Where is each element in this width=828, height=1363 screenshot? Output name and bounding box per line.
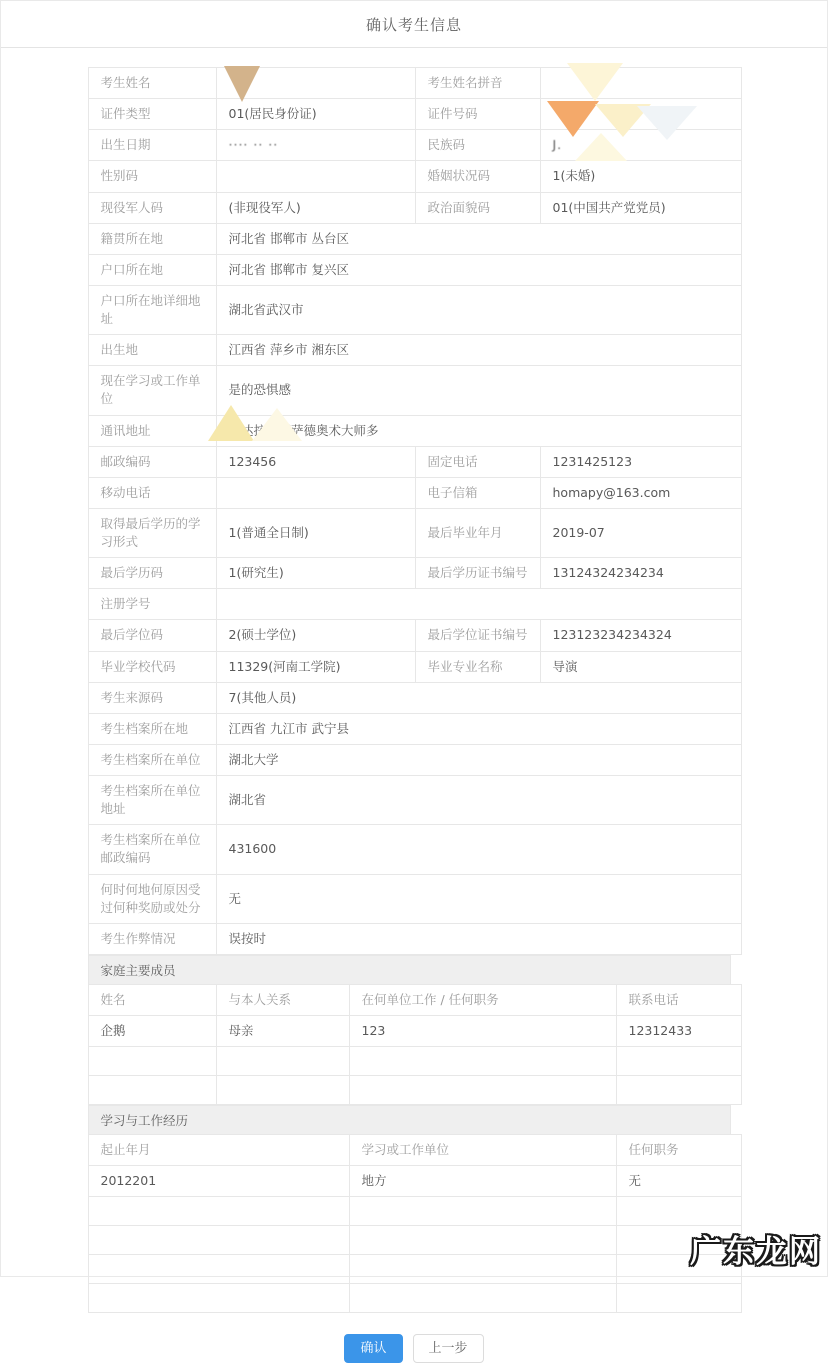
field-value — [216, 589, 741, 620]
field-label: 证件号码 — [415, 99, 540, 130]
column-header: 在何单位工作 / 任何职务 — [349, 984, 616, 1015]
field-label: 注册学号 — [88, 589, 216, 620]
experience-row-header-row — [88, 1135, 741, 1166]
column-header: 任何职务 — [616, 1135, 741, 1166]
experience-row — [88, 1284, 741, 1313]
field-label: 考生档案所在单位 — [88, 744, 216, 775]
field-label: 最后学位证书编号 — [415, 620, 540, 651]
field-label: 取得最后学历的学习形式 — [88, 508, 216, 557]
family-member-row-cell — [349, 1047, 616, 1076]
info-row — [88, 558, 741, 589]
family-member-row-cell — [216, 1047, 349, 1076]
info-row — [88, 874, 741, 923]
field-label: 出生地 — [88, 335, 216, 366]
field-value: 1(普通全日制) — [216, 508, 415, 557]
family-member-row-cell: 母亲 — [216, 1016, 349, 1047]
field-value: (非现役军人) — [216, 192, 415, 223]
info-row — [88, 589, 741, 620]
candidate-info-form — [88, 67, 741, 1313]
experience-row-cell — [349, 1226, 616, 1255]
info-row — [88, 254, 741, 285]
info-row — [88, 682, 741, 713]
info-row — [88, 161, 741, 192]
family-member-row-cell — [216, 1076, 349, 1105]
field-value: 阿达按时阿萨德奥术大师多 — [216, 415, 741, 446]
experience-row — [88, 1226, 741, 1255]
experience-row-cell — [88, 1226, 349, 1255]
experience-row-cell: 2012201 — [88, 1166, 349, 1197]
family-member-row — [88, 1047, 741, 1076]
info-row — [88, 68, 741, 99]
column-header: 联系电话 — [616, 984, 741, 1015]
field-value: 无 — [216, 874, 741, 923]
field-label: 户口所在地详细地址 — [88, 285, 216, 334]
family-member-row — [88, 1016, 741, 1047]
title-bar — [1, 1, 827, 48]
info-row — [88, 415, 741, 446]
site-watermark: 广东龙网 — [690, 1234, 822, 1270]
field-value: ···· ·· ·· — [216, 130, 415, 161]
column-header: 学习或工作单位 — [349, 1135, 616, 1166]
field-value: 13124324234234 — [540, 558, 741, 589]
field-label: 政治面貌码 — [415, 192, 540, 223]
field-value: 是的恐惧感 — [216, 366, 741, 415]
field-value: 河北省 邯郸市 复兴区 — [216, 254, 741, 285]
field-label: 现役军人码 — [88, 192, 216, 223]
experience-row-cell — [88, 1255, 349, 1284]
field-label: 考生档案所在单位邮政编码 — [88, 825, 216, 874]
field-value: 1(研究生) — [216, 558, 415, 589]
field-label: 毕业专业名称 — [415, 651, 540, 682]
field-label: 何时何地何原因受过何种奖励或处分 — [88, 874, 216, 923]
field-label: 考生作弊情况 — [88, 923, 216, 954]
family-member-row-cell — [616, 1076, 741, 1105]
field-value: 431600 — [216, 825, 741, 874]
field-value: 123123234234324 — [540, 620, 741, 651]
field-label: 证件类型 — [88, 99, 216, 130]
experience-row-cell — [349, 1255, 616, 1284]
field-value: 01(中国共产党党员) — [540, 192, 741, 223]
column-header: 与本人关系 — [216, 984, 349, 1015]
field-value: 河北省 邯郸市 丛台区 — [216, 223, 741, 254]
field-value: homapy@163.com — [540, 477, 741, 508]
field-label: 通讯地址 — [88, 415, 216, 446]
experience-row-cell: 地方 — [349, 1166, 616, 1197]
field-value: 1(未婚) — [540, 161, 741, 192]
info-row — [88, 825, 741, 874]
field-label: 民族码 — [415, 130, 540, 161]
field-label: 考生档案所在单位地址 — [88, 776, 216, 825]
family-member-row-cell — [349, 1076, 616, 1105]
family-member-row-cell: 12312433 — [616, 1016, 741, 1047]
field-label: 移动电话 — [88, 477, 216, 508]
info-row — [88, 713, 741, 744]
footer-actions — [88, 1334, 741, 1363]
family-member-row-cell: 123 — [349, 1016, 616, 1047]
info-row — [88, 130, 741, 161]
field-label: 最后学历证书编号 — [415, 558, 540, 589]
field-label: 现在学习或工作单位 — [88, 366, 216, 415]
field-value: 湖北大学 — [216, 744, 741, 775]
field-value — [216, 161, 415, 192]
info-row — [88, 923, 741, 954]
field-value: 误按时 — [216, 923, 741, 954]
info-row — [88, 223, 741, 254]
field-label: 固定电话 — [415, 446, 540, 477]
family-member-row-cell — [616, 1047, 741, 1076]
info-row — [88, 192, 741, 223]
family-section-header: 家庭主要成员 — [88, 955, 731, 985]
experience-row — [88, 1197, 741, 1226]
family-member-row — [88, 1076, 741, 1105]
experience-row — [88, 1255, 741, 1284]
field-value: 2019-07 — [540, 508, 741, 557]
field-label: 考生姓名拼音 — [415, 68, 540, 99]
field-value: 7(其他人员) — [216, 682, 741, 713]
experience-row-cell — [349, 1284, 616, 1313]
info-row — [88, 744, 741, 775]
candidate-info-table — [88, 67, 742, 955]
field-value: 01(居民身份证) — [216, 99, 415, 130]
info-row — [88, 508, 741, 557]
family-member-row-cell — [88, 1076, 216, 1105]
experience-row-cell — [349, 1197, 616, 1226]
info-row — [88, 99, 741, 130]
field-label: 最后学位码 — [88, 620, 216, 651]
experience-row — [88, 1166, 741, 1197]
field-label: 邮政编码 — [88, 446, 216, 477]
field-value: 江西省 萍乡市 湘东区 — [216, 335, 741, 366]
info-row — [88, 620, 741, 651]
field-value: 导演 — [540, 651, 741, 682]
field-value: 11329(河南工学院) — [216, 651, 415, 682]
field-label: 考生档案所在地 — [88, 713, 216, 744]
experience-row-cell — [616, 1284, 741, 1313]
field-value: J. — [540, 130, 741, 161]
family-member-row-cell: 企鹅 — [88, 1016, 216, 1047]
field-value: 2(硕士学位) — [216, 620, 415, 651]
field-value — [216, 68, 415, 99]
column-header: 起止年月 — [88, 1135, 349, 1166]
field-label: 婚姻状况码 — [415, 161, 540, 192]
field-label: 最后毕业年月 — [415, 508, 540, 557]
field-label: 户口所在地 — [88, 254, 216, 285]
family-member-row-cell — [88, 1047, 216, 1076]
field-label: 最后学历码 — [88, 558, 216, 589]
info-row — [88, 477, 741, 508]
page-title: 确认考生信息 — [365, 15, 462, 34]
field-value: 湖北省武汉市 — [216, 285, 741, 334]
field-label: 毕业学校代码 — [88, 651, 216, 682]
field-value — [540, 68, 741, 99]
field-label: 性别码 — [88, 161, 216, 192]
field-label: 电子信箱 — [415, 477, 540, 508]
field-value — [216, 477, 415, 508]
info-row — [88, 651, 741, 682]
info-row — [88, 776, 741, 825]
field-label: 考生姓名 — [88, 68, 216, 99]
column-header: 姓名 — [88, 984, 216, 1015]
experience-row-cell — [88, 1284, 349, 1313]
experience-row-cell: 无 — [616, 1166, 741, 1197]
info-row — [88, 446, 741, 477]
field-value: 123456 — [216, 446, 415, 477]
experience-row-cell — [88, 1197, 349, 1226]
field-label: 出生日期 — [88, 130, 216, 161]
experience-table — [88, 1134, 742, 1313]
field-value: 江西省 九江市 武宁县 — [216, 713, 741, 744]
previous-step-button[interactable]: 上一步 — [413, 1334, 484, 1363]
info-row — [88, 366, 741, 415]
field-value — [540, 99, 741, 130]
field-label: 籍贯所在地 — [88, 223, 216, 254]
info-row — [88, 335, 741, 366]
family-member-row-header-row — [88, 984, 741, 1015]
confirm-button[interactable]: 确认 — [344, 1334, 402, 1363]
field-label: 考生来源码 — [88, 682, 216, 713]
info-row — [88, 285, 741, 334]
family-members-table — [88, 984, 742, 1105]
experience-row-cell — [616, 1197, 741, 1226]
experience-section-header: 学习与工作经历 — [88, 1105, 731, 1135]
field-value: 1231425123 — [540, 446, 741, 477]
field-value: 湖北省 — [216, 776, 741, 825]
